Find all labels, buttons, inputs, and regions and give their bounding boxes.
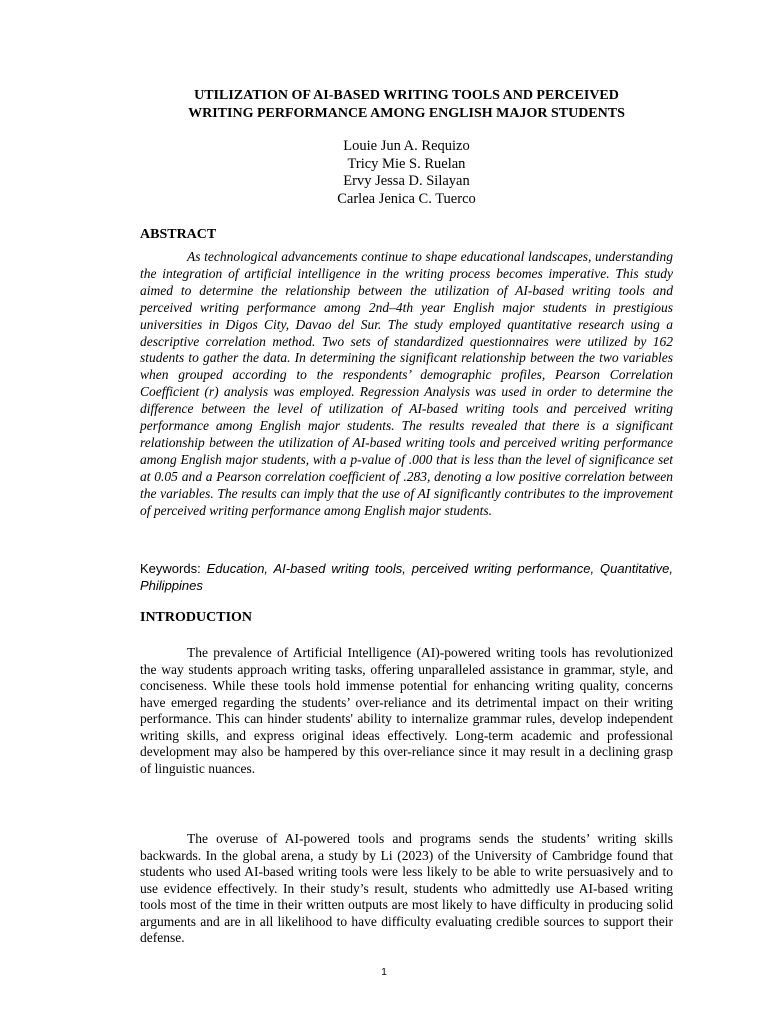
title-line-2: WRITING PERFORMANCE AMONG ENGLISH MAJOR STUDENTS bbox=[188, 106, 625, 121]
keywords-label: Keywords: bbox=[140, 561, 201, 576]
author-name: Tricy Mie S. Ruelan bbox=[347, 155, 466, 172]
author-name: Carlea Jenica C. Tuerco bbox=[337, 190, 476, 207]
paper-title bbox=[140, 87, 673, 123]
keywords-values: Education, AI-based writing tools, perceived writing performance, Quantitative, Philippines bbox=[140, 561, 673, 593]
author-name: Ervy Jessa D. Silayan bbox=[343, 173, 470, 190]
abstract-text: As technological advancements continue to shape educational landscapes, understanding the integration of artificial intelligence in the writing process becomes imperative. This study aimed to determine the relationship between the utilization of AI-based writing tools and perceived writing performance among 2nd–4th year English major students in prestigious universities in Digos City, Davao del Sur. The study employed quantitative research using a descriptive correlation method. Two sets of standardized questionnaires were utilized by 162 students to gather the data. In determining the significant relationship between the two variables when grouped according to the respondents’ demographic profiles, Pearson Correlation Coefficient (r) analysis was employed. Regression Analysis was used in order to determine the difference between the level of utilization of AI-based writing tools and perceived writing performance among English major students. The results revealed that there is a significant relationship between the utilization of AI-based writing tools and perceived writing performance among English major students, with a p-value of .000 that is less than the level of significance set at 0.05 and a Pearson correlation coefficient of .283, denoting a low positive correlation between the variables. The results can imply that the use of AI significantly contributes to the improvement of perceived writing performance among English major students. bbox=[140, 249, 673, 518]
introduction-heading: INTRODUCTION bbox=[140, 610, 253, 625]
intro-paragraph-2: The overuse of AI-powered tools and programs sends the students’ writing skills backwards. In the global arena, a study by Li (2023) of the University of Cambridge found that students who used AI-based writing tools were less likely to be able to write persuasively and to use evidence effectively. In their study’s result, students who admittedly use AI-based writing tools most of the time in their written outputs are most likely to have difficulty in producing solid arguments and are in all likelihood to have difficulty evaluating credible sources to support their defense. bbox=[140, 831, 673, 945]
author-list bbox=[140, 138, 673, 208]
keywords-line bbox=[140, 560, 673, 594]
intro-paragraph-1: The prevalence of Artificial Intelligence (AI)-powered writing tools has revolutionized the way students approach writing tasks, offering unparalleled assistance in grammar, style, and conciseness. While these tools hold immense potential for enhancing writing quality, concerns have emerged regarding the students’ over-reliance and its detrimental impact on their writing performance. This can hinder students' ability to internalize grammar rules, develop independent writing skills, and express original ideas effectively. Long-term academic and professional development may also be hampered by this over-reliance since it may result in a declining grasp of linguistic nuances. bbox=[140, 645, 673, 776]
page-number: 1 bbox=[381, 967, 387, 978]
author-name: Louie Jun A. Requizo bbox=[343, 138, 470, 154]
abstract-heading: ABSTRACT bbox=[140, 227, 217, 242]
title-line-1: UTILIZATION OF AI-BASED WRITING TOOLS AND PERCEIVED bbox=[194, 88, 619, 103]
